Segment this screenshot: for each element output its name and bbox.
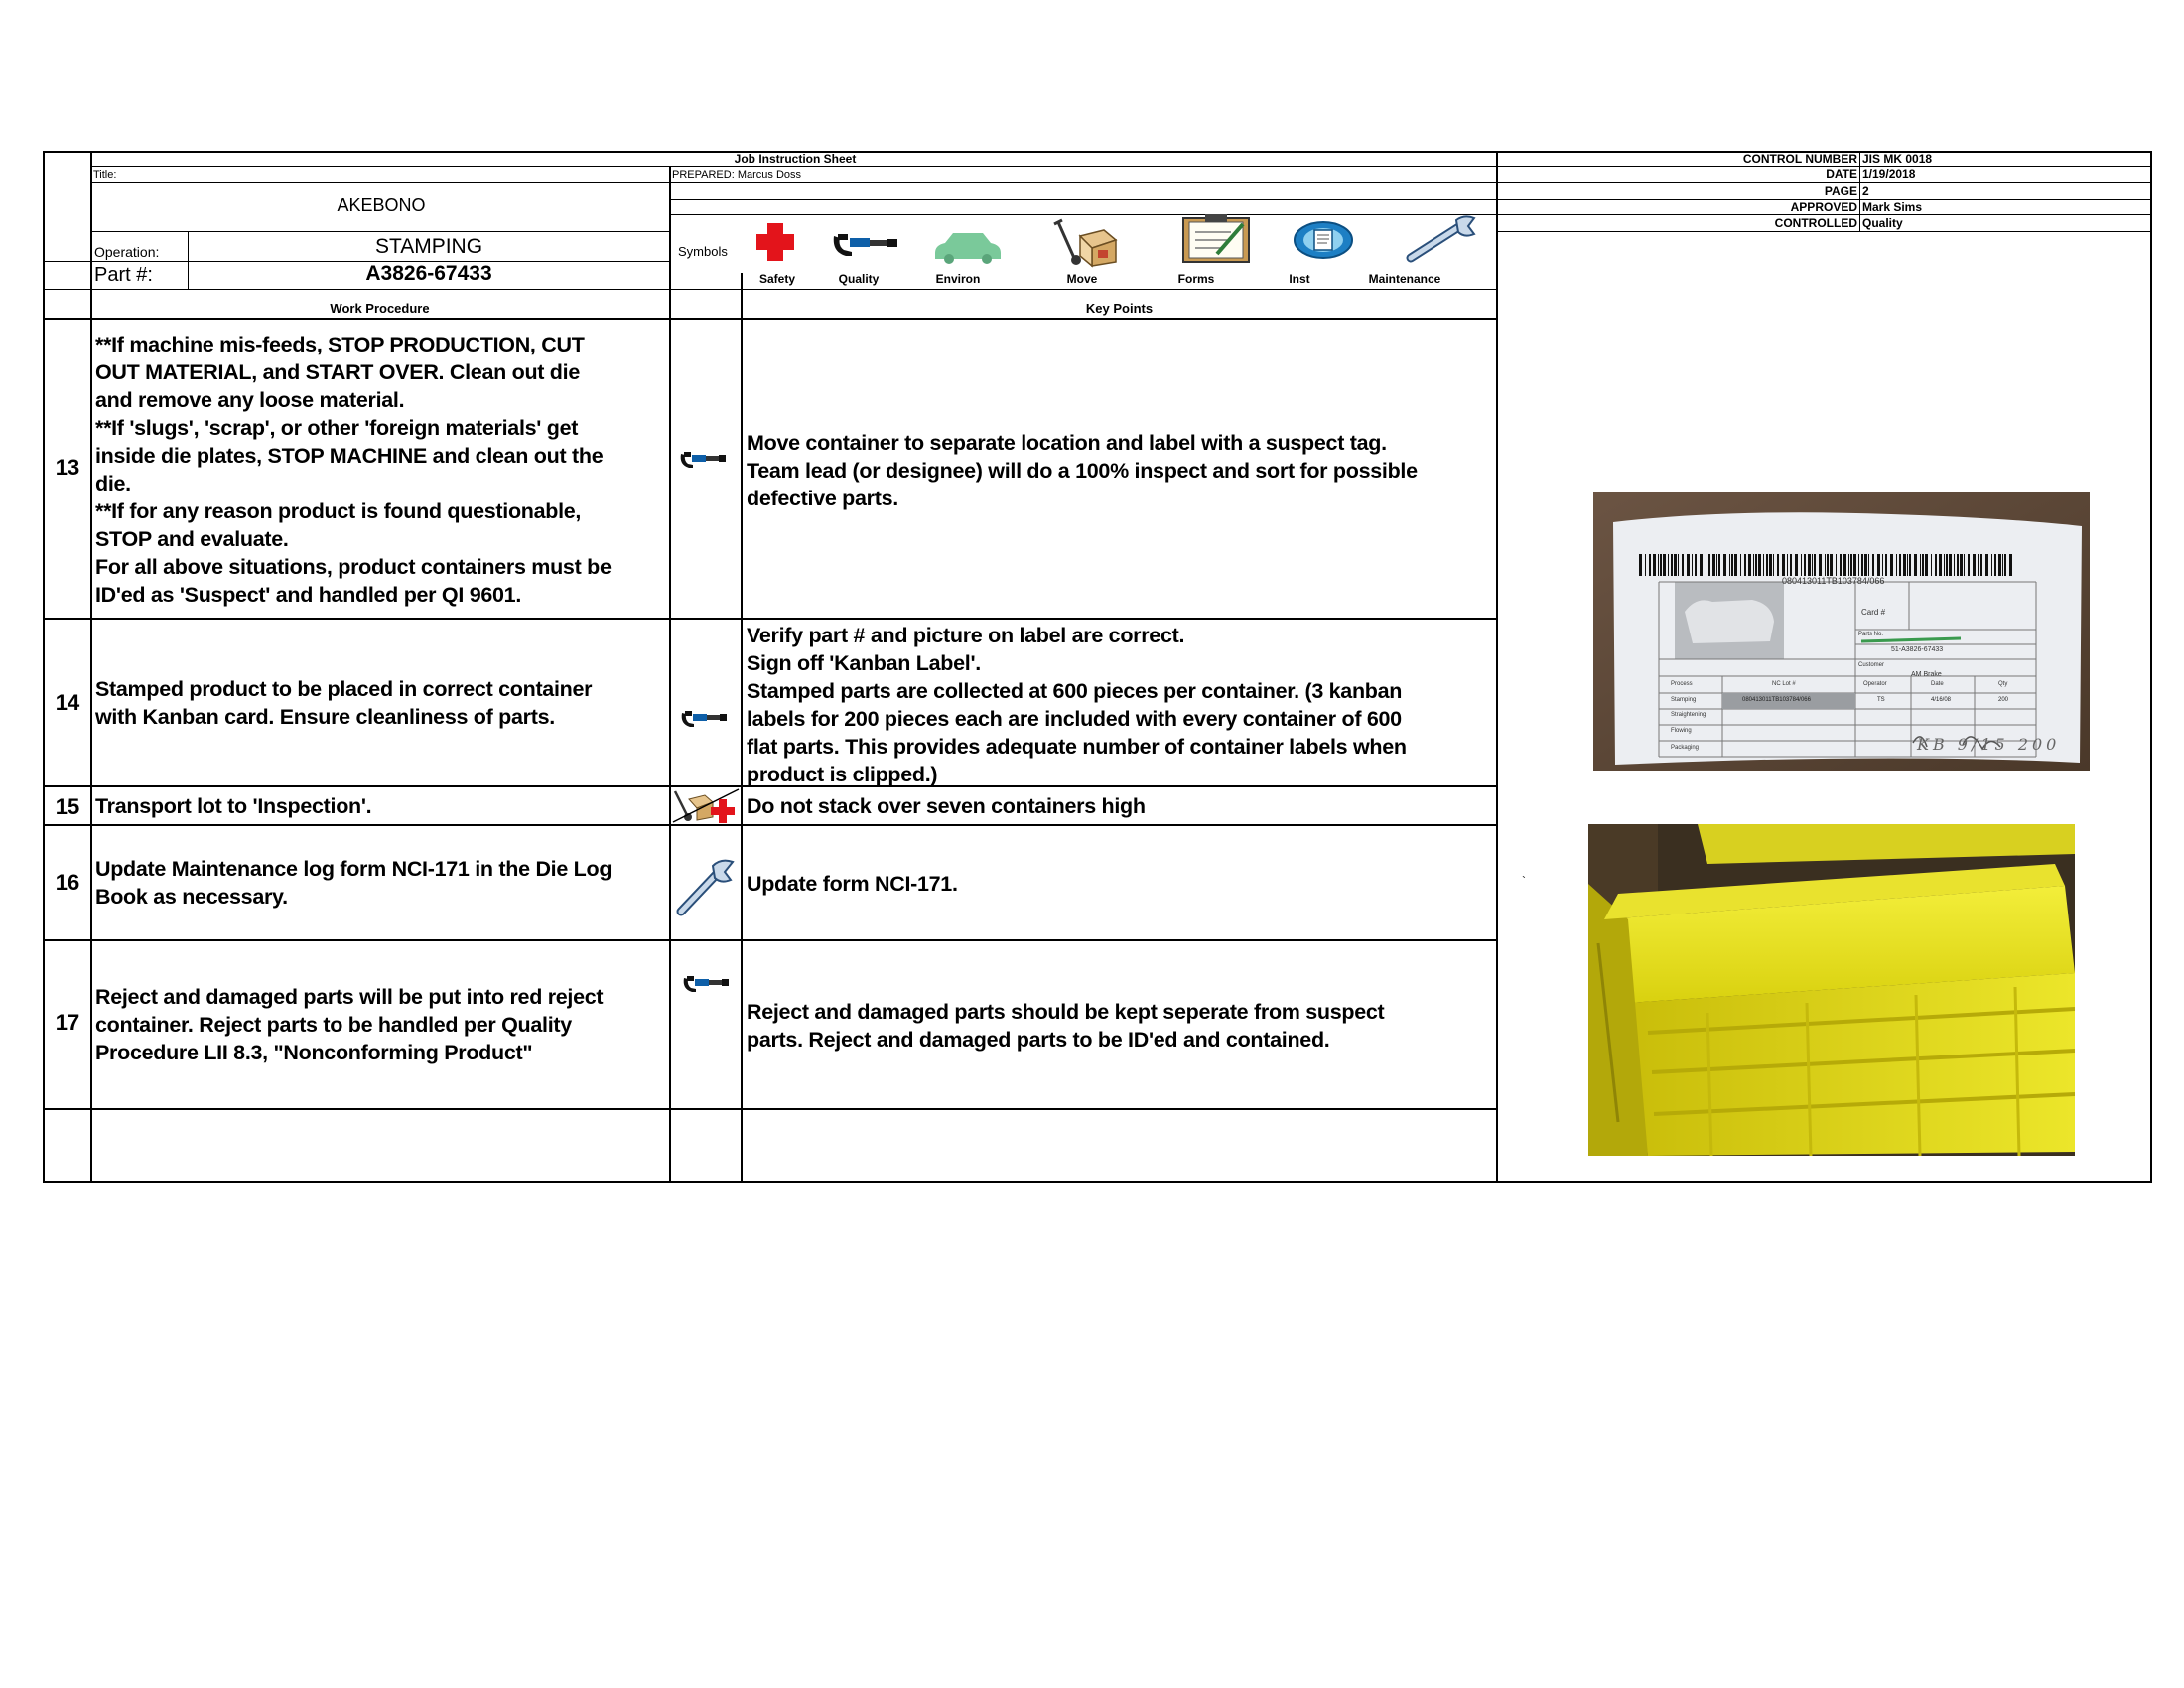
stamping-operator: TS (1877, 697, 1885, 703)
date-label: DATE (1826, 167, 1857, 181)
step-number-16: 16 (55, 870, 80, 895)
barcode-bar (1907, 554, 1908, 576)
card-label: Card # (1861, 608, 1886, 617)
barcode-bar (1954, 554, 1955, 576)
barcode-bar (1773, 554, 1774, 576)
barcode-bar (1946, 554, 1948, 576)
barcode-bar (1729, 554, 1730, 576)
barcode-bar (1968, 554, 1970, 576)
barcode-bar (1801, 554, 1802, 576)
sheet-title: Job Instruction Sheet (734, 152, 857, 166)
step-15-procedure (95, 792, 669, 820)
barcode-bar (1639, 554, 1642, 576)
symbols-label: Symbols (678, 244, 728, 259)
barcode-bar (1731, 554, 1733, 576)
barcode-bar (1850, 554, 1852, 576)
hand-truck-icon (1052, 218, 1124, 268)
barcode-bar (1658, 554, 1659, 576)
barcode-bar (1674, 554, 1677, 576)
step-number-17: 17 (55, 1010, 80, 1035)
barcode-bar (1753, 554, 1754, 576)
control-number-label: CONTROL NUMBER (1742, 152, 1857, 166)
symbol-label-inst: Inst (1289, 272, 1310, 286)
barcode-bar (1695, 554, 1697, 576)
barcode-bar (1649, 554, 1651, 576)
barcode-bar (1840, 554, 1842, 576)
barcode-bar (1687, 554, 1690, 576)
table-header-operator: Operator (1863, 681, 1887, 687)
procedure-line: Procedure LII 8.3, "Nonconforming Product" (95, 1041, 533, 1064)
barcode-bar (1922, 554, 1924, 576)
table-header-qty: Qty (1998, 681, 2008, 687)
procedure-line: STOP and evaluate. (95, 527, 289, 551)
barcode-bar (1814, 554, 1816, 576)
barcode-bar (1830, 554, 1833, 576)
procedure-line: die. (95, 472, 131, 495)
wrench-icon (1405, 212, 1486, 264)
barcode-bar (1853, 554, 1856, 576)
barcode-bar (1782, 554, 1785, 576)
barcode-bar (1836, 554, 1837, 576)
barcode-bar (1985, 554, 1988, 576)
page-label: PAGE (1824, 184, 1857, 198)
prepared-field (672, 169, 801, 181)
barcode-bar (1980, 554, 1982, 576)
barcode-bar (1787, 554, 1788, 576)
barcode-bar (2002, 554, 2003, 576)
controlled-label: CONTROLLED (1774, 216, 1857, 230)
barcode-bar (1903, 554, 1906, 576)
barcode-bar (1766, 554, 1768, 576)
barcode-bar (1899, 554, 1901, 576)
car-icon (931, 229, 1005, 265)
title-label: Title: (93, 169, 117, 181)
key-point-line: Update form NCI-171. (747, 872, 958, 896)
barcode-bar (1718, 554, 1720, 576)
procedure-line: OUT MATERIAL, and START OVER. Clean out die (95, 360, 580, 384)
part-no-label: Parts No. (1858, 632, 1884, 637)
key-points-header: Key Points (1085, 301, 1154, 316)
step-14-procedure (95, 675, 669, 731)
barcode-bar (1678, 554, 1679, 576)
controlled-value: Quality (1862, 216, 1903, 230)
process-row-stamping: Stamping (1671, 697, 1697, 703)
step-number-13: 13 (55, 455, 80, 480)
step-16-procedure (95, 855, 669, 911)
barcode-bar (1804, 554, 1806, 576)
barcode-bar (1819, 554, 1822, 576)
procedure-line: **If 'slugs', 'scrap', or other 'foreign materials' get (95, 416, 579, 440)
barcode-bar (1858, 554, 1859, 576)
symbol-label-maintenance: Maintenance (1368, 272, 1441, 286)
barcode-bar (1758, 554, 1761, 576)
prepared-label: PREPARED: (672, 169, 735, 181)
step-16-wrench-icon (673, 854, 739, 919)
stamping-lot: 080413011TB103784/066 (1742, 697, 1811, 703)
key-point-line: Sign off 'Kanban Label'. (747, 651, 981, 675)
part-no-value: 51-A3826-67433 (1891, 646, 1944, 653)
barcode-bar (1712, 554, 1715, 576)
barcode-bar (1808, 554, 1811, 576)
step-13-key-points (747, 429, 1493, 512)
work-procedure-header: Work Procedure (330, 301, 430, 316)
barcode-bar (1957, 554, 1959, 576)
key-point-line: labels for 200 pieces each are included with every container of 600 (747, 707, 1402, 731)
step-17-procedure (95, 983, 669, 1066)
symbol-label-safety: Safety (758, 272, 796, 286)
date-value: 1/19/2018 (1862, 167, 1916, 181)
barcode-bar (1777, 554, 1779, 576)
procedure-line: inside die plates, STOP MACHINE and clean out the (95, 444, 604, 468)
key-point-line: parts. Reject and damaged parts to be ID'ed and contained. (747, 1028, 1330, 1052)
table-header-process: Process (1671, 681, 1693, 687)
control-number-value: JIS MK 0018 (1862, 152, 1933, 166)
barcode-bar (1744, 554, 1746, 576)
step-16-key-points (747, 870, 1493, 898)
barcode-bar (1645, 554, 1646, 576)
approved-label: APPROVED (1790, 200, 1857, 213)
signature: KB 9/15 200 (1917, 735, 2061, 754)
barcode (1639, 554, 2016, 576)
barcode-bar (1973, 554, 1976, 576)
key-point-line: Move container to separate location and label with a suspect tag. (747, 431, 1387, 455)
barcode-bar (1939, 554, 1942, 576)
procedure-line: with Kanban card. Ensure cleanliness of parts. (95, 705, 555, 729)
barcode-text: 080413011TB103784/066 (1782, 576, 1885, 586)
barcode-bar (1682, 554, 1684, 576)
barcode-bar (1960, 554, 1963, 576)
step-14-micrometer-icon (679, 708, 729, 730)
procedure-line: and remove any loose material. (95, 388, 405, 412)
key-point-line: flat parts. This provides adequate number of container labels when (747, 735, 1407, 759)
barcode-bar (1978, 554, 1979, 576)
barcode-bar (1882, 554, 1883, 576)
barcode-bar (1812, 554, 1813, 576)
barcode-bar (1740, 554, 1741, 576)
document-icon (1293, 220, 1354, 260)
procedure-line: Stamped product to be placed in correct container (95, 677, 593, 701)
symbol-label-quality: Quality (838, 272, 880, 286)
barcode-bar (1998, 554, 2001, 576)
barcode-bar (1949, 554, 1952, 576)
red-cross-icon (751, 221, 800, 263)
barcode-bar (1653, 554, 1656, 576)
customer-label: Customer (1858, 662, 1885, 668)
procedure-line: Transport lot to 'Inspection'. (95, 794, 372, 818)
barcode-bar (1660, 554, 1662, 576)
procedure-line: Reject and damaged parts will be put into red reject (95, 985, 604, 1009)
barcode-bar (1663, 554, 1666, 576)
step-17-micrometer-icon (681, 973, 731, 995)
barcode-bar (1734, 554, 1737, 576)
micrometer-icon (830, 230, 901, 260)
step-17-key-points (747, 998, 1493, 1054)
barcode-bar (1885, 554, 1887, 576)
barcode-bar (1769, 554, 1772, 576)
barcode-bar (1925, 554, 1928, 576)
operation-value: STAMPING (374, 235, 483, 258)
barcode-bar (1748, 554, 1751, 576)
step-13-procedure (95, 331, 669, 609)
step-15-move-safety-icon (671, 787, 741, 824)
step-number-14: 14 (55, 690, 80, 715)
barcode-bar (1877, 554, 1880, 576)
barcode-bar (1944, 554, 1945, 576)
key-point-line: Stamped parts are collected at 600 pieces per container. (3 kanban (747, 679, 1403, 703)
procedure-line: container. Reject parts to be handled per Quality (95, 1013, 572, 1037)
barcode-bar (1716, 554, 1717, 576)
barcode-bar (1755, 554, 1757, 576)
customer-value: AM Brake (1911, 671, 1942, 678)
barcode-bar (1825, 554, 1826, 576)
symbol-label-move: Move (1066, 272, 1098, 286)
symbol-label-environ: Environ (935, 272, 981, 286)
stray-mark: ` (1522, 874, 1526, 888)
barcode-bar (1848, 554, 1849, 576)
key-point-line: Do not stack over seven containers high (747, 794, 1146, 818)
barcode-bar (1964, 554, 1965, 576)
clipboard-icon (1181, 212, 1251, 264)
process-row-packaging: Packaging (1671, 745, 1700, 751)
procedure-line: For all above situations, product containers must be (95, 555, 612, 579)
barcode-bar (1991, 554, 1992, 576)
barcode-bar (2004, 554, 2006, 576)
barcode-bar (1994, 554, 1996, 576)
barcode-bar (1763, 554, 1764, 576)
step-13-micrometer-icon (678, 449, 728, 471)
barcode-bar (1790, 554, 1792, 576)
procedure-line: Book as necessary. (95, 885, 288, 909)
key-point-line: Verify part # and picture on label are correct. (747, 624, 1185, 647)
barcode-bar (1723, 554, 1726, 576)
barcode-bar (1827, 554, 1829, 576)
barcode-bar (1864, 554, 1867, 576)
procedure-line: **If for any reason product is found questionable, (95, 499, 582, 523)
barcode-bar (1671, 554, 1673, 576)
barcode-bar (1668, 554, 1669, 576)
procedure-line: ID'ed as 'Suspect' and handled per QI 9601. (95, 583, 521, 607)
key-point-line: Team lead (or designee) will do a 100% inspect and sort for possible (747, 459, 1418, 483)
barcode-bar (1861, 554, 1863, 576)
barcode-bar (2009, 554, 2012, 576)
stamping-date: 4/16/08 (1931, 697, 1952, 703)
barcode-bar (1920, 554, 1921, 576)
barcode-bar (1843, 554, 1846, 576)
barcode-bar (1890, 554, 1893, 576)
key-point-line: Reject and damaged parts should be kept seperate from suspect (747, 1000, 1385, 1024)
table-header-date: Date (1931, 681, 1944, 687)
barcode-bar (1872, 554, 1874, 576)
key-point-line: product is clipped.) (747, 763, 938, 786)
key-point-line: defective parts. (747, 487, 898, 510)
approved-value: Mark Sims (1862, 200, 1923, 213)
step-15-key-points (747, 792, 1493, 820)
barcode-bar (1868, 554, 1869, 576)
process-row-straightening: Straightening (1671, 712, 1706, 718)
procedure-line: **If machine mis-feeds, STOP PRODUCTION, CUT (95, 333, 585, 356)
barcode-bar (1795, 554, 1798, 576)
process-row-flowing: Flowing (1671, 728, 1692, 734)
barcode-bar (1692, 554, 1693, 576)
barcode-bar (1914, 554, 1917, 576)
barcode-bar (1935, 554, 1937, 576)
kanban-label-photo (1593, 492, 2090, 771)
barcode-bar (1700, 554, 1703, 576)
barcode-bar (1708, 554, 1710, 576)
yellow-containers-photo (1588, 824, 2075, 1156)
procedure-line: Update Maintenance log form NCI-171 in the Die Log (95, 857, 613, 881)
step-number-15: 15 (55, 794, 80, 819)
prepared-value: Marcus Doss (737, 169, 802, 181)
table-header-lot: NC Lot # (1772, 681, 1796, 687)
operation-label: Operation: (94, 244, 160, 260)
part-value: A3826-67433 (365, 262, 492, 285)
barcode-bar (1931, 554, 1932, 576)
barcode-bar (1896, 554, 1897, 576)
step-14-key-points (747, 622, 1493, 788)
symbol-label-forms: Forms (1177, 272, 1215, 286)
part-label: Part #: (94, 264, 153, 286)
stamping-qty: 200 (1998, 697, 2009, 703)
page-value: 2 (1862, 184, 1869, 198)
barcode-bar (1909, 554, 1911, 576)
title-value: AKEBONO (337, 195, 426, 214)
